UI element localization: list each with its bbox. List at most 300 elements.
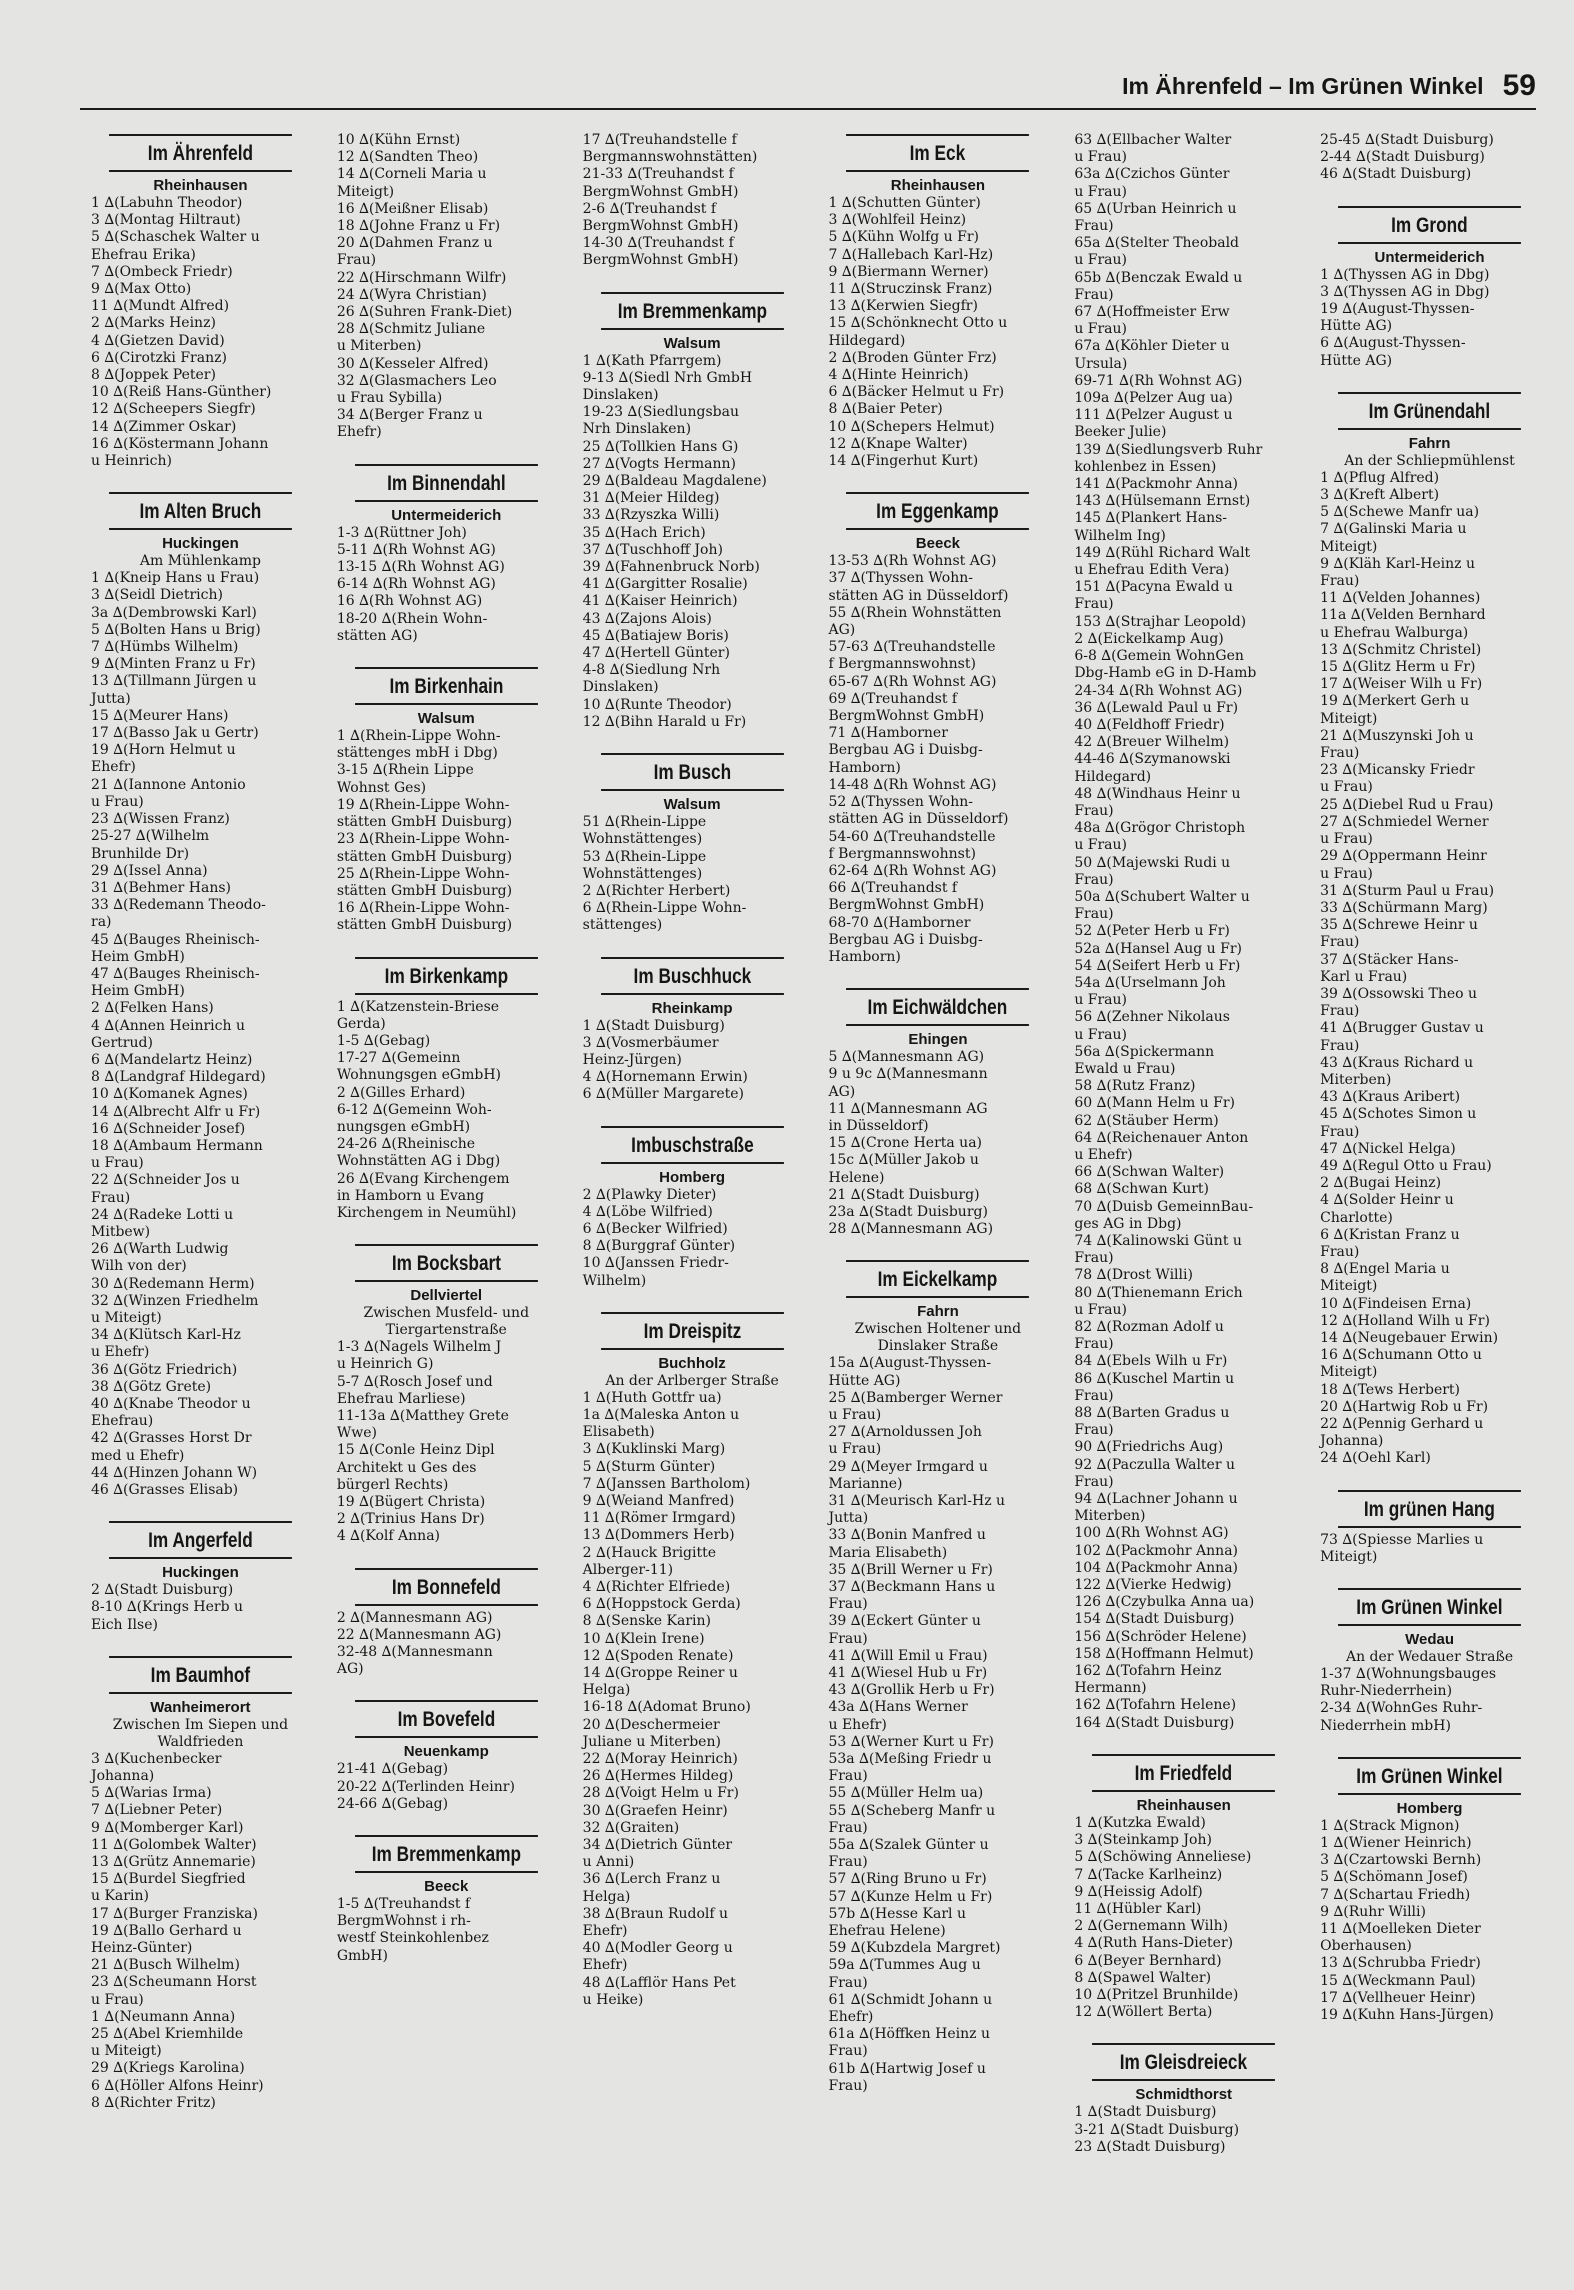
address-entry: 24 ∆(Oehl Karl) bbox=[1320, 1450, 1431, 1467]
street-block bbox=[85, 1521, 316, 1634]
address-entry: 6-8 ∆(Gemein WohnGen bbox=[1074, 648, 1244, 665]
address-entry: Ehefr) bbox=[582, 1923, 628, 1940]
address-entry: stätten GmbH Duisburg) bbox=[336, 814, 513, 831]
district-name: Untermeiderich bbox=[391, 506, 502, 524]
district-name: Beeck bbox=[424, 1878, 469, 1896]
address-entry: 59a ∆(Tummes Aug u bbox=[828, 1957, 981, 1974]
address-entry: 45 ∆(Batiajew Boris) bbox=[582, 627, 729, 644]
address-entry: 38 ∆(Götz Grete) bbox=[91, 1378, 212, 1395]
address-entry: 43 ∆(Grollik Herb u Fr) bbox=[828, 1682, 995, 1699]
address-entry: 61b ∆(Hartwig Josef u bbox=[828, 2060, 986, 2077]
address-entry: 9 ∆(Max Otto) bbox=[91, 281, 192, 298]
district-name: Wanheimerort bbox=[150, 1698, 251, 1716]
address-entry: 46 ∆(Grasses Elisab) bbox=[91, 1482, 239, 1499]
address-entry: Frau) bbox=[1074, 1336, 1114, 1353]
address-entry: 35 ∆(Hach Erich) bbox=[582, 524, 706, 541]
address-entry: 3a ∆(Dembrowski Karl) bbox=[91, 604, 257, 621]
address-entry: Miterben) bbox=[1320, 1071, 1392, 1088]
address-entry: 22 ∆(Schneider Jos u bbox=[91, 1172, 240, 1189]
directory-columns bbox=[85, 132, 1545, 2282]
address-entry: 35 ∆(Schrewe Heinr u bbox=[1320, 917, 1478, 934]
address-entry: 25-45 ∆(Stadt Duisburg) bbox=[1320, 132, 1494, 148]
address-entry: Wohnstättenges) bbox=[582, 831, 703, 848]
address-entry: Heinz-Jürgen) bbox=[582, 1051, 682, 1068]
address-entry: 1-37 ∆(Wohnungsbauges bbox=[1320, 1666, 1497, 1683]
address-entry: 9 ∆(Biermann Werner) bbox=[828, 263, 989, 280]
address-entry: 1-3 ∆(Nagels Wilhelm J bbox=[336, 1339, 502, 1356]
address-entry: 11 ∆(Mannesmann AG bbox=[828, 1100, 988, 1117]
address-entry: 7 ∆(Schartau Friedh) bbox=[1320, 1886, 1471, 1903]
address-entry: Frau) bbox=[1320, 745, 1360, 762]
address-entry: 44 ∆(Hinzen Johann W) bbox=[91, 1464, 258, 1481]
street-block bbox=[1314, 1490, 1545, 1566]
address-entry: 2 ∆(Felken Hans) bbox=[91, 1000, 214, 1017]
address-entry: 17-27 ∆(Gemeinn bbox=[336, 1050, 461, 1067]
address-entry: 164 ∆(Stadt Duisburg) bbox=[1074, 1714, 1235, 1731]
address-entry: u Frau) bbox=[1074, 321, 1128, 338]
address-entry: u Frau) bbox=[1074, 149, 1128, 166]
address-entry: 53a ∆(Meßing Friedr u bbox=[828, 1751, 992, 1768]
address-entry: Frau) bbox=[91, 1189, 131, 1206]
address-entry: 13-15 ∆(Rh Wohnst AG) bbox=[336, 559, 505, 576]
address-entry: 26 ∆(Warth Ludwig bbox=[91, 1241, 229, 1258]
address-entry: Wohnstättenges) bbox=[582, 865, 703, 882]
address-entry: 15c ∆(Müller Jakob u bbox=[828, 1152, 979, 1169]
address-entry: 6 ∆(Rhein-Lippe Wohn- bbox=[582, 900, 747, 917]
street-block bbox=[822, 988, 1053, 1238]
district-name: Neuenkamp bbox=[403, 1743, 489, 1761]
address-entry: BergmWohnst GmbH) bbox=[582, 252, 739, 269]
address-entry: 104 ∆(Packmohr Anna) bbox=[1074, 1559, 1238, 1576]
address-entry: 149 ∆(Rühl Richard Walt bbox=[1074, 544, 1251, 561]
address-entry: u Karin) bbox=[91, 1888, 149, 1905]
street-name: Im Buschhuck bbox=[601, 957, 784, 995]
address-entry: 29 ∆(Issel Anna) bbox=[91, 862, 208, 879]
address-entry: 24-34 ∆(Rh Wohnst AG) bbox=[1074, 682, 1243, 699]
address-entry: 4 ∆(Hornemann Erwin) bbox=[582, 1069, 748, 1086]
address-entry: u Frau) bbox=[91, 793, 144, 810]
street-block bbox=[331, 1244, 562, 1545]
address-entry: 12 ∆(Wöllert Berta) bbox=[1074, 2004, 1213, 2021]
address-entry: 48 ∆(Windhaus Heinr u bbox=[1074, 785, 1241, 802]
address-entry: 2 ∆(Gilles Erhard) bbox=[336, 1084, 466, 1101]
address-entry: 8 ∆(Richter Fritz) bbox=[91, 2094, 216, 2111]
district-name: Rheinhausen bbox=[1136, 1796, 1231, 1814]
address-entry: u Frau) bbox=[828, 1441, 882, 1458]
address-entry: Bergbau AG i Duisbg- bbox=[828, 931, 983, 948]
address-entry: 13 ∆(Tillmann Jürgen u bbox=[91, 673, 257, 690]
address-entry: 8-10 ∆(Krings Herb u bbox=[91, 1599, 243, 1616]
address-entry: 11 ∆(Struczinsk Franz) bbox=[828, 281, 993, 298]
address-entry: 36 ∆(Lewald Paul u Fr) bbox=[1074, 699, 1239, 716]
address-entry: 15 ∆(Crone Herta ua) bbox=[828, 1135, 983, 1152]
address-entry: u Frau) bbox=[1320, 865, 1373, 882]
address-entry: 16 ∆(Rhein-Lippe Wohn- bbox=[336, 900, 510, 917]
street-name: Im Alten Bruch bbox=[109, 492, 292, 530]
address-entry: 43 ∆(Kraus Aribert) bbox=[1320, 1089, 1461, 1106]
address-entry: 5 ∆(Sturm Günter) bbox=[582, 1458, 716, 1475]
address-entry: Ehefrau Helene) bbox=[828, 1923, 946, 1940]
address-entry: 29 ∆(Oppermann Heinr bbox=[1320, 848, 1487, 865]
address-entry: 71 ∆(Hamborner bbox=[828, 725, 948, 742]
street-name: Im Eck bbox=[847, 134, 1030, 172]
address-entry: Frau) bbox=[1074, 1387, 1114, 1404]
address-entry: Architekt u Ges des bbox=[336, 1459, 477, 1476]
column-4 bbox=[822, 132, 1053, 2282]
address-entry: 3 ∆(Montag Hiltraut) bbox=[91, 212, 241, 229]
address-entry: 34 ∆(Berger Franz u bbox=[336, 407, 483, 424]
address-entry: 34 ∆(Klütsch Karl-Hz bbox=[91, 1327, 241, 1344]
address-entry: Bergmannswohnstätten) bbox=[582, 149, 758, 166]
address-entry: 54 ∆(Seifert Herb u Fr) bbox=[1074, 957, 1241, 974]
address-entry: 9 ∆(Momberger Karl) bbox=[91, 1819, 244, 1836]
address-entry: 4-8 ∆(Siedlung Nrh bbox=[582, 662, 721, 679]
street-location-note: An der Arlberger Straße bbox=[605, 1372, 779, 1389]
address-entry: 2-34 ∆(WohnGes Ruhr- bbox=[1320, 1700, 1483, 1717]
address-entry: 7 ∆(Janssen Bartholom) bbox=[582, 1475, 751, 1492]
address-entry: Ehefr) bbox=[336, 424, 382, 441]
address-entry: nungsgen eGmbH) bbox=[336, 1118, 471, 1135]
address-entry: Miteigt) bbox=[336, 183, 395, 200]
address-entry: Frau) bbox=[1074, 1250, 1114, 1267]
address-entry: 12 ∆(Bihn Harald u Fr) bbox=[582, 713, 747, 730]
address-entry: 24-66 ∆(Gebag) bbox=[336, 1795, 449, 1812]
address-entry: 6 ∆(Hoppstock Gerda) bbox=[582, 1596, 741, 1613]
address-entry: 10 ∆(Findeisen Erna) bbox=[1320, 1295, 1472, 1312]
address-entry: 30 ∆(Redemann Herm) bbox=[91, 1275, 255, 1292]
address-entry: Wilhelm) bbox=[582, 1272, 647, 1289]
address-entry: 67a ∆(Köhler Dieter u bbox=[1074, 338, 1230, 355]
address-entry: 23 ∆(Scheumann Horst bbox=[91, 1974, 257, 1991]
address-entry: u Frau) bbox=[1074, 1026, 1128, 1043]
address-entry: 6 ∆(August-Thyssen- bbox=[1320, 335, 1466, 352]
address-entry: 3 ∆(Steinkamp Joh) bbox=[1074, 1832, 1212, 1849]
street-block bbox=[331, 464, 562, 645]
address-entry: 1 ∆(Kutzka Ewald) bbox=[1074, 1814, 1206, 1831]
address-entry: 15 ∆(Glitz Herm u Fr) bbox=[1320, 659, 1476, 676]
address-entry: 3 ∆(Wohlfeil Heinz) bbox=[828, 212, 967, 229]
address-entry: 40 ∆(Modler Georg u bbox=[582, 1940, 733, 1957]
address-entry: 13 ∆(Grütz Annemarie) bbox=[91, 1854, 256, 1871]
street-block bbox=[85, 1656, 316, 2112]
address-entry: 4 ∆(Hinte Heinrich) bbox=[828, 367, 969, 384]
address-entry: 19 ∆(Merkert Gerh u bbox=[1320, 693, 1470, 710]
district-name: Rheinhausen bbox=[153, 177, 248, 194]
address-entry: 8 ∆(Senske Karin) bbox=[582, 1613, 712, 1630]
address-entry: 10 ∆(Kühn Ernst) bbox=[336, 132, 461, 148]
address-entry: 10 ∆(Janssen Friedr- bbox=[582, 1255, 729, 1272]
address-entry: 64 ∆(Reichenauer Anton bbox=[1074, 1129, 1249, 1146]
district-name: Homberg bbox=[659, 1168, 725, 1186]
street-block bbox=[1068, 1754, 1299, 2021]
address-entry: 13 ∆(Schrubba Friedr) bbox=[1320, 1955, 1481, 1972]
street-name: Im Grünendahl bbox=[1338, 392, 1521, 430]
address-entry: 30 ∆(Graefen Heinr) bbox=[582, 1802, 728, 1819]
address-entry: 2 ∆(Mannesmann AG) bbox=[336, 1609, 493, 1626]
address-entry: 4 ∆(Löbe Wilfried) bbox=[582, 1203, 713, 1220]
address-entry: 2 ∆(Marks Heinz) bbox=[91, 315, 216, 332]
street-block bbox=[1314, 206, 1545, 370]
address-entry: 19 ∆(Ballo Gerhard u bbox=[91, 1922, 242, 1939]
address-entry: 3 ∆(Czartowski Bernh) bbox=[1320, 1852, 1482, 1869]
address-entry: 53 ∆(Werner Kurt u Fr) bbox=[828, 1733, 994, 1750]
address-entry: 5 ∆(Kühn Wolfg u Fr) bbox=[828, 229, 980, 246]
address-entry: Helga) bbox=[582, 1888, 631, 1905]
address-entry: 20 ∆(Deschermeier bbox=[582, 1716, 720, 1733]
address-entry: in Hamborn u Evang bbox=[336, 1187, 485, 1204]
address-entry: 55 ∆(Scheberg Manfr u bbox=[828, 1802, 996, 1819]
address-entry: Gertrud) bbox=[91, 1034, 153, 1051]
address-entry: u Miteigt) bbox=[91, 1309, 162, 1326]
address-entry: Beeker Julie) bbox=[1074, 424, 1167, 441]
address-entry: Frau) bbox=[1074, 802, 1114, 819]
address-entry: 69-71 ∆(Rh Wohnst AG) bbox=[1074, 372, 1243, 389]
address-entry: 21-33 ∆(Treuhandst f bbox=[582, 166, 734, 183]
address-entry: stätten GmbH Duisburg) bbox=[336, 882, 513, 899]
address-entry: Maria Elisabeth) bbox=[828, 1544, 948, 1561]
street-name: Im Eichwäldchen bbox=[847, 988, 1030, 1026]
address-entry: 21 ∆(Stadt Duisburg) bbox=[828, 1186, 980, 1203]
address-entry: 18-20 ∆(Rhein Wohn- bbox=[336, 610, 488, 627]
address-entry: 9 ∆(Ruhr Willi) bbox=[1320, 1903, 1426, 1920]
address-entry: 42 ∆(Breuer Wilhelm) bbox=[1074, 734, 1230, 751]
address-entry: 57 ∆(Ring Bruno u Fr) bbox=[828, 1871, 987, 1888]
address-entry: GmbH) bbox=[336, 1947, 388, 1964]
street-name: Im Bovefeld bbox=[355, 1700, 538, 1738]
address-entry: Frau) bbox=[1320, 573, 1360, 590]
address-entry: 13 ∆(Kerwien Siegfr) bbox=[828, 298, 978, 315]
address-entry: 17 ∆(Vellheuer Heinr) bbox=[1320, 1989, 1476, 2006]
address-entry: 9 ∆(Heissig Adolf) bbox=[1074, 1883, 1203, 1900]
street-name: Imbuschstraße bbox=[601, 1126, 784, 1164]
street-name: Im Gleisdreieck bbox=[1092, 2043, 1275, 2081]
address-entry: 13 ∆(Dommers Herb) bbox=[582, 1527, 735, 1544]
address-entry: Wwe) bbox=[336, 1425, 377, 1442]
address-entry: 43 ∆(Zajons Alois) bbox=[582, 610, 712, 627]
column-6 bbox=[1314, 132, 1545, 2282]
address-entry: Wilhelm Ing) bbox=[1074, 527, 1166, 544]
address-entry: 10 ∆(Pritzel Brunhilde) bbox=[1074, 1986, 1239, 2003]
district-name: Walsum bbox=[663, 796, 721, 814]
address-entry: bürgerl Rechts) bbox=[336, 1476, 449, 1493]
address-entry: 2-44 ∆(Stadt Duisburg) bbox=[1320, 149, 1485, 166]
address-entry: Hildegard) bbox=[828, 332, 906, 349]
address-entry: Ehefr) bbox=[828, 2009, 874, 2026]
address-entry: 26 ∆(Hermes Hildeg) bbox=[582, 1768, 734, 1785]
address-entry: 2 ∆(Broden Günter Frz) bbox=[828, 349, 997, 366]
address-entry: 8 ∆(Joppek Peter) bbox=[91, 367, 216, 384]
address-entry: Frau) bbox=[1074, 1422, 1114, 1439]
address-entry: 14 ∆(Fingerhut Kurt) bbox=[828, 453, 979, 470]
address-entry: 2 ∆(Hauck Brigitte bbox=[582, 1544, 717, 1561]
address-entry: 61a ∆(Höffken Heinz u bbox=[828, 2026, 990, 2043]
address-entry: 57 ∆(Kunze Helm u Fr) bbox=[828, 1888, 993, 1905]
address-entry: 16 ∆(Meißner Elisab) bbox=[336, 200, 489, 217]
address-entry: 12 ∆(Knape Walter) bbox=[828, 435, 968, 452]
address-entry: 3 ∆(Kreft Albert) bbox=[1320, 487, 1440, 504]
address-entry: 82 ∆(Rozman Adolf u bbox=[1074, 1319, 1224, 1336]
address-entry: 5-7 ∆(Rosch Josef und bbox=[336, 1373, 493, 1390]
address-entry: 1 ∆(Wiener Heinrich) bbox=[1320, 1835, 1472, 1852]
address-entry: 33 ∆(Rzyszka Willi) bbox=[582, 507, 720, 524]
address-entry: Ehefr) bbox=[582, 1957, 628, 1974]
street-name: Im Baumhof bbox=[109, 1656, 292, 1694]
address-entry: u Frau) bbox=[91, 1155, 144, 1172]
address-entry: stätten GmbH Duisburg) bbox=[336, 917, 513, 934]
address-entry: 2 ∆(Richter Herbert) bbox=[582, 882, 731, 899]
address-entry: 49 ∆(Regul Otto u Frau) bbox=[1320, 1157, 1492, 1174]
address-entry: 6 ∆(Beyer Bernhard) bbox=[1074, 1952, 1222, 1969]
address-entry: 10 ∆(Komanek Agnes) bbox=[91, 1086, 248, 1103]
street-location-note: Zwischen Holtener und Dinslaker Straße bbox=[854, 1321, 1022, 1355]
address-entry: 4 ∆(Ruth Hans-Dieter) bbox=[1074, 1935, 1234, 1952]
street-block bbox=[1314, 132, 1545, 184]
address-entry: 30 ∆(Kesseler Alfred) bbox=[336, 355, 489, 372]
address-entry: 94 ∆(Lachner Johann u bbox=[1074, 1491, 1238, 1508]
address-entry: 1 ∆(Katzenstein-Briese bbox=[336, 998, 500, 1015]
address-entry: ra) bbox=[91, 914, 112, 931]
district-name: Beeck bbox=[915, 535, 960, 553]
address-entry: 62-64 ∆(Rh Wohnst AG) bbox=[828, 862, 997, 879]
address-entry: Karl u Frau) bbox=[1320, 968, 1408, 985]
address-entry: 40 ∆(Feldhoff Friedr) bbox=[1074, 716, 1225, 733]
address-entry: 31 ∆(Behmer Hans) bbox=[91, 879, 232, 896]
address-entry: ges AG in Dbg) bbox=[1074, 1215, 1182, 1232]
address-entry: 4 ∆(Richter Elfriede) bbox=[582, 1578, 731, 1595]
address-entry: 3 ∆(Vosmerbäumer bbox=[582, 1034, 719, 1051]
address-entry: 126 ∆(Czybulka Anna ua) bbox=[1074, 1594, 1255, 1611]
address-entry: Wohnstätten AG i Dbg) bbox=[336, 1153, 501, 1170]
street-name: Im Bocksbart bbox=[355, 1244, 538, 1282]
address-entry: 15 ∆(Schönknecht Otto u bbox=[828, 315, 1008, 332]
address-entry: 12 ∆(Sandten Theo) bbox=[336, 149, 479, 166]
address-entry: 1 ∆(Thyssen AG in Dbg) bbox=[1320, 266, 1490, 283]
address-entry: u Frau) bbox=[91, 1991, 144, 2008]
address-entry: 139 ∆(Siedlungsverb Ruhr bbox=[1074, 441, 1263, 458]
address-entry: 19 ∆(August-Thyssen- bbox=[1320, 301, 1475, 318]
address-entry: Charlotte) bbox=[1320, 1209, 1393, 1226]
address-entry: u Frau Sybilla) bbox=[336, 390, 443, 407]
street-block bbox=[822, 134, 1053, 470]
address-entry: 33 ∆(Redemann Theodo- bbox=[91, 897, 266, 914]
address-entry: 143 ∆(Hülsemann Ernst) bbox=[1074, 493, 1251, 510]
address-entry: BergmWohnst GmbH) bbox=[828, 708, 985, 725]
address-entry: 102 ∆(Packmohr Anna) bbox=[1074, 1542, 1238, 1559]
address-entry: 21-41 ∆(Gebag) bbox=[336, 1761, 449, 1778]
address-entry: 52 ∆(Peter Herb u Fr) bbox=[1074, 923, 1230, 940]
address-entry: Johanna) bbox=[1320, 1433, 1384, 1450]
district-name: Walsum bbox=[417, 710, 475, 728]
address-entry: 4 ∆(Kolf Anna) bbox=[336, 1528, 440, 1545]
address-entry: 61 ∆(Schmidt Johann u bbox=[828, 1991, 993, 2008]
address-entry: 5 ∆(Schaschek Walter u bbox=[91, 229, 260, 246]
address-entry: 3 ∆(Thyssen AG in Dbg) bbox=[1320, 283, 1490, 300]
address-entry: 90 ∆(Friedrichs Aug) bbox=[1074, 1439, 1224, 1456]
address-entry: Frau) bbox=[1320, 1243, 1360, 1260]
address-entry: 58 ∆(Rutz Franz) bbox=[1074, 1078, 1196, 1095]
address-entry: u Frau) bbox=[1074, 252, 1128, 269]
address-entry: Frau) bbox=[828, 1819, 868, 1836]
address-entry: 15a ∆(August-Thyssen- bbox=[828, 1355, 992, 1372]
address-entry: 25 ∆(Bamberger Werner bbox=[828, 1389, 1003, 1406]
address-entry: 41 ∆(Will Emil u Frau) bbox=[828, 1647, 988, 1664]
district-name: Wedau bbox=[1405, 1631, 1454, 1649]
address-entry: 43 ∆(Kraus Richard u bbox=[1320, 1054, 1474, 1071]
address-entry: u Frau) bbox=[1320, 831, 1373, 848]
street-location-note: Zwischen Im Siepen und Waldfrieden bbox=[112, 1716, 289, 1750]
address-entry: 67 ∆(Hoffmeister Erw bbox=[1074, 304, 1230, 321]
street-block bbox=[331, 667, 562, 934]
street-name: Im Birkenhain bbox=[355, 667, 538, 705]
address-entry: Kirchengem in Neumühl) bbox=[336, 1204, 517, 1221]
address-entry: 28 ∆(Voigt Helm u Fr) bbox=[582, 1785, 739, 1802]
address-entry: Johanna) bbox=[91, 1768, 155, 1785]
address-entry: BergmWohnst GmbH) bbox=[828, 897, 985, 914]
address-entry: 6 ∆(Mandelartz Heinz) bbox=[91, 1051, 253, 1068]
address-entry: 11 ∆(Mundt Alfred) bbox=[91, 298, 230, 315]
address-entry: 62 ∆(Stäuber Herm) bbox=[1074, 1112, 1219, 1129]
street-block bbox=[331, 1700, 562, 1813]
address-entry: 5 ∆(Mannesmann AG) bbox=[828, 1049, 985, 1066]
address-entry: Dbg-Hamb eG in D-Hamb bbox=[1074, 665, 1257, 682]
address-entry: 20 ∆(Hartwig Rob u Fr) bbox=[1320, 1398, 1489, 1415]
address-entry: 70 ∆(Duisb GemeinnBau- bbox=[1074, 1198, 1254, 1215]
address-entry: 153 ∆(Strajhar Leopold) bbox=[1074, 613, 1247, 630]
address-entry: 11 ∆(Römer Irmgard) bbox=[582, 1510, 736, 1527]
address-entry: u Heinrich) bbox=[91, 453, 172, 470]
district-name: Fahrn bbox=[917, 1303, 959, 1321]
address-entry: 11-13a ∆(Matthey Grete bbox=[336, 1407, 509, 1424]
street-block bbox=[85, 492, 316, 1499]
address-entry: 46 ∆(Stadt Duisburg) bbox=[1320, 166, 1472, 183]
street-name: Im Angerfeld bbox=[109, 1521, 292, 1559]
address-entry: 7 ∆(Galinski Maria u bbox=[1320, 521, 1467, 538]
address-entry: u Ehefrau Edith Vera) bbox=[1074, 562, 1230, 579]
address-entry: 84 ∆(Ebels Wilh u Fr) bbox=[1074, 1353, 1228, 1370]
street-block bbox=[1068, 132, 1299, 1732]
street-name: Im Busch bbox=[601, 753, 784, 791]
address-entry: 31 ∆(Meurisch Karl-Hz u bbox=[828, 1492, 1006, 1509]
address-entry: Hütte AG) bbox=[1320, 352, 1393, 369]
address-entry: 7 ∆(Ombeck Friedr) bbox=[91, 263, 233, 280]
address-entry: Jutta) bbox=[828, 1510, 869, 1527]
street-block bbox=[331, 1835, 562, 1965]
address-entry: Frau) bbox=[1074, 286, 1114, 303]
address-entry: Frau) bbox=[828, 1596, 868, 1613]
address-entry: BergmWohnst i rh- bbox=[336, 1913, 471, 1930]
address-entry: Wilh von der) bbox=[91, 1258, 187, 1275]
address-entry: 69 ∆(Treuhandst f bbox=[828, 690, 958, 707]
address-entry: 2 ∆(Trinius Hans Dr) bbox=[336, 1511, 485, 1528]
address-entry: Frau) bbox=[1320, 1123, 1360, 1140]
street-block bbox=[577, 957, 808, 1104]
address-entry: 28 ∆(Schmitz Juliane bbox=[336, 321, 486, 338]
address-entry: 3-15 ∆(Rhein Lippe bbox=[336, 762, 474, 779]
address-entry: 23 ∆(Stadt Duisburg) bbox=[1074, 2138, 1226, 2155]
address-entry: 53 ∆(Rhein-Lippe bbox=[582, 848, 707, 865]
address-entry: 28 ∆(Mannesmann AG) bbox=[828, 1221, 994, 1238]
address-entry: u Frau) bbox=[1320, 779, 1373, 796]
address-entry: 41 ∆(Kaiser Heinrich) bbox=[582, 593, 738, 610]
address-entry: Frau) bbox=[828, 1768, 868, 1785]
address-entry: Miteigt) bbox=[1320, 1548, 1378, 1565]
address-entry: 25 ∆(Abel Kriemhilde bbox=[91, 2026, 244, 2043]
address-entry: Helga) bbox=[582, 1682, 631, 1699]
address-entry: 6-14 ∆(Rh Wohnst AG) bbox=[336, 576, 496, 593]
address-entry: 7 ∆(Hümbs Wilhelm) bbox=[91, 639, 239, 656]
address-entry: Ehefrau Marliese) bbox=[336, 1390, 466, 1407]
address-entry: 63a ∆(Czichos Günter bbox=[1074, 166, 1230, 183]
